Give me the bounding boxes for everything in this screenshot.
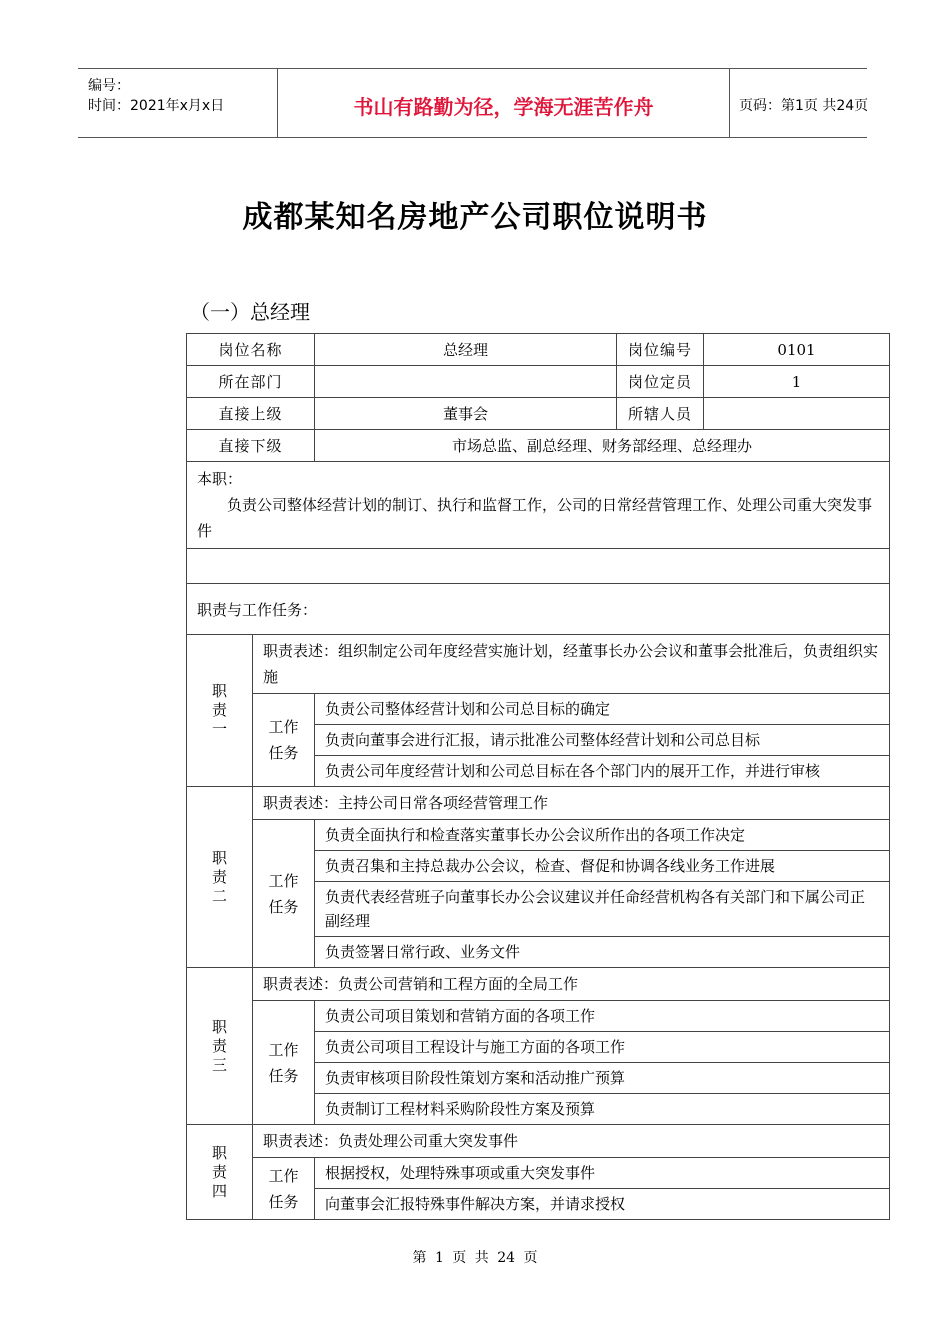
duty-name-char: 责 — [211, 701, 227, 719]
job-description-table — [186, 333, 890, 1220]
doc-date-label: 时间：2021年x月x日 — [88, 98, 225, 114]
table-row — [187, 334, 890, 366]
post-name-value: 总经理 — [315, 334, 617, 366]
table-row — [187, 787, 890, 820]
duty-description: 职责表述：负责处理公司重大突发事件 — [253, 1125, 890, 1158]
post-name-label: 岗位名称 — [187, 334, 315, 366]
table-row — [187, 694, 890, 725]
department-value — [315, 366, 617, 398]
table-row — [187, 1158, 890, 1189]
task-item: 负责制订工程材料采购阶段性方案及预算 — [315, 1094, 890, 1125]
task-label-line: 工作 — [268, 1166, 299, 1185]
duty-name — [187, 1125, 253, 1220]
doc-number-label: 编号： — [88, 78, 130, 94]
staff-value — [704, 398, 890, 430]
table-row — [187, 1125, 890, 1158]
task-label-line: 工作 — [268, 871, 299, 890]
duties-label: 职责与工作任务： — [187, 584, 890, 635]
headcount-value: 1 — [704, 366, 890, 398]
task-item: 负责向董事会进行汇报，请示批准公司整体经营计划和公司总目标 — [315, 725, 890, 756]
duty-name-char: 四 — [211, 1181, 227, 1200]
header-meta-cell — [78, 69, 277, 137]
summary-text: 负责公司整体经营计划的制订、执行和监督工作，公司的日常经营管理工作、处理公司重大突发事件 — [197, 496, 873, 540]
duty-name-char: 责 — [211, 867, 227, 886]
summary-label: 本职： — [197, 470, 243, 488]
task-label — [253, 694, 315, 787]
staff-label: 所辖人员 — [617, 398, 704, 430]
header-motto-cell — [277, 69, 730, 137]
duties-body — [187, 635, 890, 1220]
task-item: 向董事会汇报特殊事件解决方案，并请求授权 — [315, 1189, 890, 1220]
task-label — [253, 1001, 315, 1125]
table-row — [187, 462, 890, 549]
subordinate-label: 直接下级 — [187, 430, 315, 462]
superior-value: 董事会 — [315, 398, 617, 430]
table-row — [187, 366, 890, 398]
task-item: 负责公司项目策划和营销方面的各项工作 — [315, 1001, 890, 1032]
department-label: 所在部门 — [187, 366, 315, 398]
subordinate-value: 市场总监、副总经理、财务部经理、总经理办 — [315, 430, 890, 462]
post-code-label: 岗位编号 — [617, 334, 704, 366]
table-row — [187, 820, 890, 851]
task-label-line: 任务 — [268, 1066, 299, 1085]
table-row — [187, 1001, 890, 1032]
section-heading: （一）总经理 — [190, 300, 310, 324]
table-row — [187, 635, 890, 694]
duty-name — [187, 968, 253, 1125]
duty-name-char: 二 — [211, 886, 227, 905]
task-item: 负责公司项目工程设计与施工方面的各项工作 — [315, 1032, 890, 1063]
document-header — [78, 68, 867, 138]
table-row — [187, 549, 890, 584]
document-title: 成都某知名房地产公司职位说明书 — [242, 200, 708, 235]
table-row — [187, 584, 890, 635]
blank-row — [187, 549, 890, 584]
duty-name-char: 职 — [211, 1017, 227, 1036]
task-item: 根据授权，处理特殊事项或重大突发事件 — [315, 1158, 890, 1189]
post-code-value: 0101 — [704, 334, 890, 366]
motto-text: 书山有路勤为径，学海无涯苦作舟 — [353, 95, 654, 119]
task-label-line: 任务 — [268, 744, 299, 762]
task-item: 负责签署日常行政、业务文件 — [315, 937, 890, 968]
duty-description: 职责表述：负责公司营销和工程方面的全局工作 — [253, 968, 890, 1001]
duty-description: 职责表述：主持公司日常各项经营管理工作 — [253, 787, 890, 820]
duty-name-char: 职 — [211, 848, 227, 867]
table-row — [187, 430, 890, 462]
duty-name-char: 责 — [211, 1036, 227, 1055]
task-label-line: 工作 — [268, 718, 299, 736]
duty-name-char: 一 — [211, 720, 227, 738]
task-item: 负责全面执行和检查落实董事长办公会议所作出的各项工作决定 — [315, 820, 890, 851]
task-item: 负责审核项目阶段性策划方案和活动推广预算 — [315, 1063, 890, 1094]
header-page-cell — [729, 69, 867, 137]
duty-name — [187, 635, 253, 787]
duty-name-char: 职 — [211, 1143, 227, 1162]
task-item: 负责代表经营班子向董事长办公会议建议并任命经营机构各有关部门和下属公司正副经理 — [315, 882, 890, 937]
table-row — [187, 968, 890, 1001]
duty-description: 职责表述：组织制定公司年度经营实施计划，经董事长办公会议和董事会批准后，负责组织实施 — [253, 635, 890, 694]
page-number-label: 页码：第1页 共24页 — [739, 98, 869, 114]
task-item: 负责召集和主持总裁办公会议，检查、督促和协调各线业务工作进展 — [315, 851, 890, 882]
summary-cell — [187, 462, 890, 549]
duty-name-char: 职 — [211, 682, 227, 700]
task-item: 负责公司年度经营计划和公司总目标在各个部门内的展开工作，并进行审核 — [315, 756, 890, 787]
superior-label: 直接上级 — [187, 398, 315, 430]
duty-name-char: 三 — [211, 1055, 227, 1074]
duty-name — [187, 787, 253, 968]
page-footer: 第 1 页 共 24 页 — [412, 1250, 538, 1266]
task-label — [253, 1158, 315, 1220]
table-row — [187, 398, 890, 430]
task-label-line: 任务 — [268, 1192, 299, 1211]
headcount-label: 岗位定员 — [617, 366, 704, 398]
task-label-line: 工作 — [268, 1040, 299, 1059]
task-item: 负责公司整体经营计划和公司总目标的确定 — [315, 694, 890, 725]
task-label-line: 任务 — [268, 897, 299, 916]
duty-name-char: 责 — [211, 1162, 227, 1181]
task-label — [253, 820, 315, 968]
